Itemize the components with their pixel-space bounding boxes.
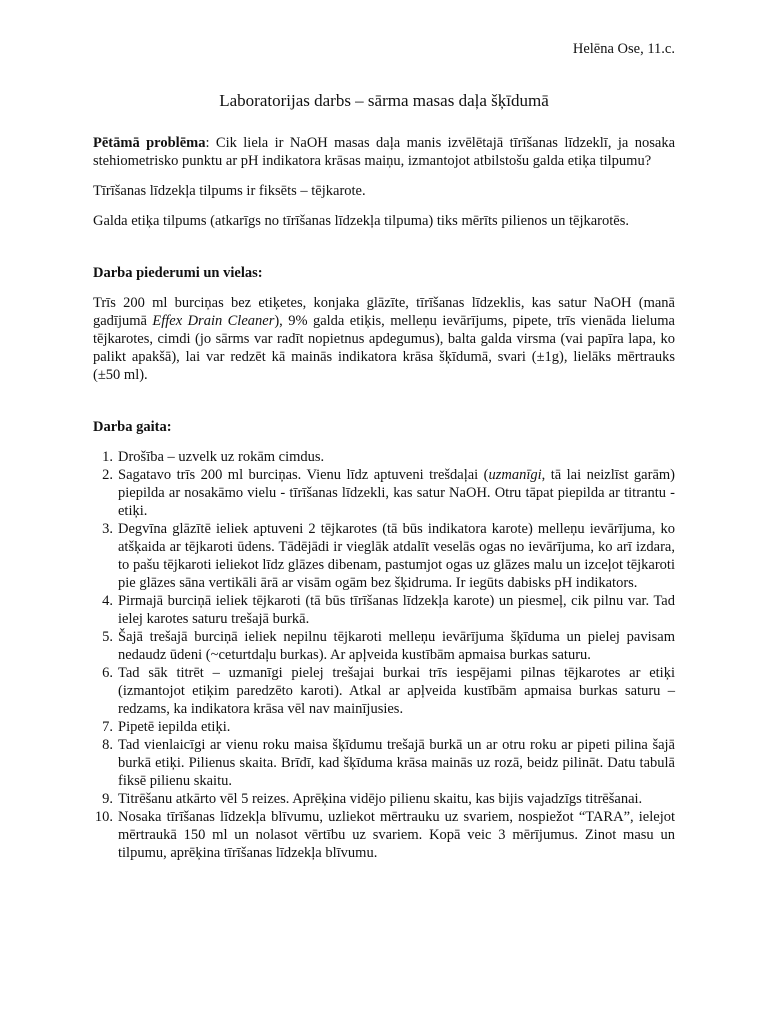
fixed-volume-note: Tīrīšanas līdzekļa tilpums ir fiksēts – tējkarote. bbox=[93, 183, 366, 199]
procedure-step bbox=[93, 664, 675, 718]
step-text-end: , tā lai neizlīst garām) piepilda ar nosakāmo vielu - tīrīšanas līdzekli, kas satur NaOH. Otru tāpat piepilda ar titrantu - etiķi. bbox=[118, 467, 675, 519]
research-problem bbox=[93, 134, 675, 170]
step-number: 2. bbox=[102, 467, 113, 483]
procedure-step bbox=[93, 520, 675, 592]
procedure-step bbox=[93, 628, 675, 664]
step-text: Degvīna glāzītē ieliek aptuveni 2 tējkarotes (tā būs indikatora karote) melleņu ievārījuma, ko atšķaida ar tējkaroti ūdens. Tādējādi ir vieglāk atdalīt veselās ogas no ievārījuma, ko arī izdara, to pašu tējkaroti ieliekot līdz glāzes dibenam, pastumjot ogas uz glāzes malu un izceļot tējkaroti pie glāzes sāna vertikāli ārā ar visām ogām bez šķidruma. Ir iegūts dabisks pH indikators. bbox=[118, 521, 675, 591]
step-number: 6. bbox=[102, 665, 113, 681]
procedure-step bbox=[93, 718, 675, 736]
step-text: Tad vienlaicīgi ar vienu roku maisa šķīdumu trešajā burkā un ar otru roku ar pipeti pilina šajā burkā etiķi. Pilienus skaita. Brīdī, kad šķīduma krāsa mainās uz rozā, beidz pilināt. Datu tabulā fiksē pilienu skaitu. bbox=[118, 737, 675, 789]
procedure-step bbox=[93, 592, 675, 628]
step-text: Šajā trešajā burciņā ieliek nepilnu tējkaroti melleņu ievārījuma šķīduma un pielej pavisam nedaudz ūdeni (~ceturtdaļu burkas). Ar apļveida kustībām apmaisa burkas saturu. bbox=[118, 629, 675, 663]
document-title: Laboratorijas darbs – sārma masas daļa šķīdumā bbox=[219, 91, 549, 110]
step-number: 5. bbox=[102, 629, 113, 645]
procedure-heading: Darba gaita: bbox=[93, 419, 172, 435]
product-name: Effex Drain Cleaner bbox=[152, 313, 275, 329]
step-number: 4. bbox=[102, 593, 113, 609]
step-text: Nosaka tīrīšanas līdzekļa blīvumu, uzliekot mērtrauku uz svariem, nospiežot “TARA”, ielejot mērtraukā 150 ml un nolasot vērtību uz svariem. Kopā veic 3 mērījumus. Zinot masu un tilpumu, aprēķina tīrīšanas līdzekļa blīvumu. bbox=[118, 809, 675, 861]
author-line: Helēna Ose, 11.c. bbox=[572, 41, 675, 57]
step-number: 10. bbox=[94, 809, 113, 825]
procedure-steps bbox=[93, 448, 675, 862]
research-problem-label: Pētāmā problēma bbox=[93, 135, 206, 151]
procedure-step bbox=[93, 466, 675, 520]
materials-text-end: ), 9% galda etiķis, melleņu ievārījums, pipete, trīs vienāda lieluma tējkarotes, cimdi (jo sārms var radīt nopietnus apdegumus), balta galda virsma (vai papīra lapa, ko palikt apakšā), lai var redzēt kā mainās indikatora krāsa šķīdumā, svari (±1g), lielāks mērtrauks (±50 ml). bbox=[93, 313, 675, 383]
step-text: Titrēšanu atkārto vēl 5 reizes. Aprēķina vidējo pilienu skaitu, kas bijis vajadzīgs titrēšanai. bbox=[118, 791, 643, 807]
step-text-start: Sagatavo trīs 200 ml burciņas. Vienu līdz aptuveni trešdaļai ( bbox=[118, 467, 489, 483]
procedure-step bbox=[93, 808, 675, 862]
procedure-step bbox=[93, 790, 675, 808]
step-text: Pirmajā burciņā ieliek tējkaroti (tā būs tīrīšanas līdzekļa karote) un piesmeļ, cik pilnu var. Tad ielej karotes saturu trešajā burkā. bbox=[118, 593, 675, 627]
step-emphasis: uzmanīgi bbox=[488, 467, 542, 483]
step-number: 1. bbox=[102, 449, 113, 465]
materials-text bbox=[93, 294, 675, 384]
step-number: 7. bbox=[102, 719, 113, 735]
document-page bbox=[93, 40, 675, 862]
step-number: 8. bbox=[102, 737, 113, 753]
materials-heading: Darba piederumi un vielas: bbox=[93, 265, 263, 281]
procedure-step bbox=[93, 736, 675, 790]
step-text: Tad sāk titrēt – uzmanīgi pielej trešajai burkai trīs iespējami pilnas tējkarotes ar etiķi (izmantojot etiķim paredzēto karoti). Atkal ar apļveida kustībām apmaisa burkas saturu – redzams, ka indikatora krāsa vēl nav mainījusies. bbox=[118, 665, 675, 717]
step-number: 9. bbox=[102, 791, 113, 807]
vinegar-volume-note: Galda etiķa tilpums (atkarīgs no tīrīšanas līdzekļa tilpuma) tiks mērīts pilienos un tējkarotēs. bbox=[93, 213, 629, 229]
research-problem-text: : Cik liela ir NaOH masas daļa manis izvēlētajā tīrīšanas līdzeklī, ja nosaka stehiometrisko punktu ar pH indikatora krāsas maiņu, izmantojot atbilstošu galda etiķa tilpumu? bbox=[93, 135, 675, 169]
step-text: Pipetē iepilda etiķi. bbox=[118, 719, 231, 735]
step-number: 3. bbox=[102, 521, 113, 537]
procedure-step bbox=[93, 448, 675, 466]
step-text: Drošība – uzvelk uz rokām cimdus. bbox=[118, 449, 325, 465]
materials-text-start: Trīs 200 ml burciņas bez etiķetes, konjaka glāzīte, tīrīšanas līdzeklis, kas satur NaOH (manā gadījumā bbox=[93, 295, 675, 329]
